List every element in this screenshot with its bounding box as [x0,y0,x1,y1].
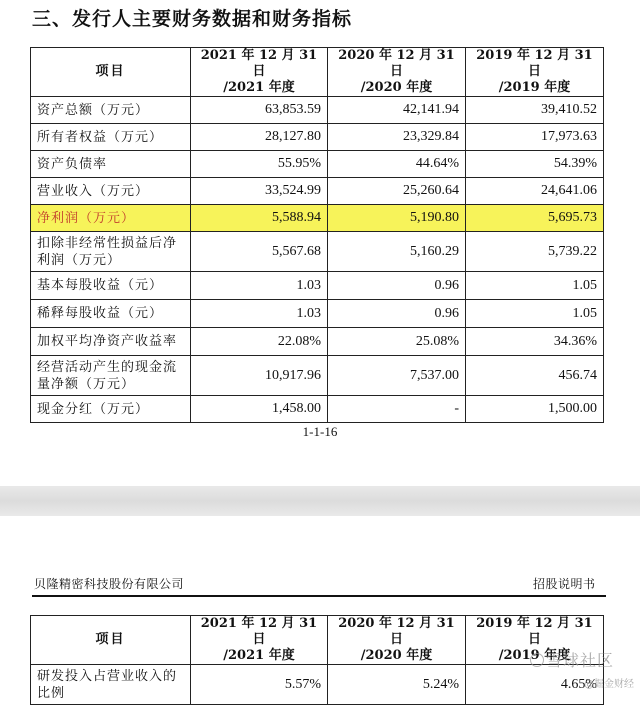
value-2019: 1.05 [466,272,604,300]
table-row [31,178,604,205]
table-row [31,124,604,151]
header-2020-year: /2020 年度 [360,648,433,663]
watermark-main: 雪球社区 [546,651,615,670]
header-2020 [328,48,466,97]
value-2020: 44.64% [328,151,466,178]
value-2020: 23,329.84 [328,124,466,151]
header-2021 [191,48,328,97]
table-row [31,97,604,124]
running-header-doc-type: 招股说明书 [533,577,596,591]
row-label: 扣除非经常性损益后净利润（万元） [31,232,191,272]
value-2019: 17,973.63 [466,124,604,151]
row-label: 加权平均净资产收益率 [31,328,191,356]
value-2020: 7,537.00 [328,356,466,396]
value-2021: 1.03 [191,272,328,300]
header-item: 项目 [31,48,191,97]
table-row [31,665,604,705]
financial-data-table-continued [30,615,604,705]
value-2019: 1,500.00 [466,396,604,423]
value-2020: 5,160.29 [328,232,466,272]
value-2020: 0.96 [328,300,466,328]
header-2020-date: 2020 年 12 月 31 日 [338,616,455,647]
snowball-logo-icon [530,653,544,667]
running-header-company: 贝隆精密科技股份有限公司 [34,577,185,591]
table-row [31,300,604,328]
value-2021: 55.95% [191,151,328,178]
value-2021: 28,127.80 [191,124,328,151]
value-2020: 0.96 [328,272,466,300]
value-2019: 1.05 [466,300,604,328]
table-row [31,356,604,396]
value-2021: 22.08% [191,328,328,356]
value-2021: 5,588.94 [191,205,328,232]
value-2019: 5,739.22 [466,232,604,272]
header-2021-date: 2021 年 12 月 31 日 [200,616,318,647]
table-row [31,151,604,178]
value-2021: 1.03 [191,300,328,328]
header-2021 [191,616,328,665]
value-2021: 63,853.59 [191,97,328,124]
watermark-sub: @掘金财经 [584,679,634,690]
header-2019-year: /2019 年度 [498,648,571,663]
value-2021: 5.57% [191,665,328,705]
page-number: 1-1-16 [302,424,338,439]
row-label: 净利润（万元） [31,205,191,232]
table-row-highlighted [31,205,604,232]
header-2021-year: /2021 年度 [223,648,295,663]
table-header-row [31,616,604,665]
value-2019: 54.39% [466,151,604,178]
financial-data-table [30,47,604,423]
value-2019: 456.74 [466,356,604,396]
header-item: 项目 [31,616,191,665]
value-2019: 4.65% [466,665,604,705]
value-2019: 39,410.52 [466,97,604,124]
header-2021-year: /2021 年度 [223,80,295,95]
row-label: 研发投入占营业收入的比例 [31,665,191,705]
row-label: 所有者权益（万元） [31,124,191,151]
value-2020: 42,141.94 [328,97,466,124]
header-2020 [328,616,466,665]
row-label: 现金分红（万元） [31,396,191,423]
value-2021: 1,458.00 [191,396,328,423]
header-rule [32,595,606,597]
value-2021: 5,567.68 [191,232,328,272]
row-label: 资产负债率 [31,151,191,178]
header-2019-date: 2019 年 12 月 31 日 [476,48,593,79]
header-2020-year: /2020 年度 [360,80,433,95]
table-row [31,232,604,272]
header-2019-year: /2019 年度 [498,80,571,95]
section-title: 三、发行人主要财务数据和财务指标 [32,8,353,30]
header-2019-date: 2019 年 12 月 31 日 [476,616,593,647]
value-2020: 5.24% [328,665,466,705]
value-2020: 25.08% [328,328,466,356]
table-row [31,272,604,300]
row-label: 营业收入（万元） [31,178,191,205]
watermark [530,648,640,690]
value-2021: 10,917.96 [191,356,328,396]
header-2020-date: 2020 年 12 月 31 日 [338,48,455,79]
row-label: 经营活动产生的现金流量净额（万元） [31,356,191,396]
table-row [31,396,604,423]
table-header-row [31,48,604,97]
header-2021-date: 2021 年 12 月 31 日 [200,48,318,79]
value-2019: 5,695.73 [466,205,604,232]
table-row [31,328,604,356]
value-2019: 24,641.06 [466,178,604,205]
value-2020: - [328,396,466,423]
row-label: 资产总额（万元） [31,97,191,124]
value-2020: 5,190.80 [328,205,466,232]
value-2020: 25,260.64 [328,178,466,205]
page-separator [0,486,640,516]
row-label: 基本每股收益（元） [31,272,191,300]
value-2019: 34.36% [466,328,604,356]
value-2021: 33,524.99 [191,178,328,205]
row-label: 稀释每股收益（元） [31,300,191,328]
header-2019 [466,48,604,97]
